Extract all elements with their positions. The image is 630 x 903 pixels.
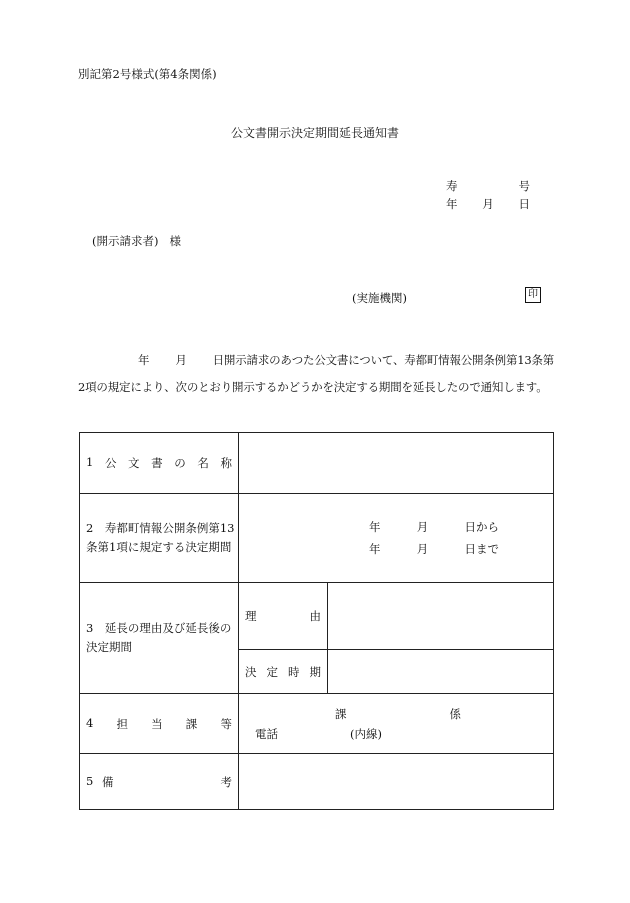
row1-char: 称 [220,456,232,470]
decision-char: 期 [309,664,321,679]
phone-label: 電話 [255,726,278,741]
row1-char: 文 [128,456,140,470]
row4-char: 当 [151,716,163,731]
table-row-decision-period [80,494,554,583]
reference-day: 日 [518,197,530,211]
reference-prefix: 寿 [446,179,458,193]
period-to-year: 年 [369,542,381,556]
table-row-remarks [80,754,554,810]
row4-char: 等 [220,716,232,731]
decision-char: 決 [245,664,257,679]
row1-number: 1 [86,455,94,469]
row5-number: 5 [86,773,94,788]
period-to-month: 月 [416,542,429,556]
row1-char: 書 [151,456,163,470]
period-from-day: 日から [464,520,499,534]
table-row-extension-reason [80,583,554,650]
addressee [92,233,181,249]
reason-char: 由 [309,609,321,623]
seal-mark: 印 [525,287,541,303]
department-ka: 課 [335,706,347,721]
row1-char: 名 [197,456,209,470]
period-from-year: 年 [369,520,381,534]
remarks-field[interactable] [239,754,554,810]
decision-time-label [239,650,328,694]
decision-period-field[interactable] [239,494,554,583]
body-year: 年 [138,353,150,367]
body-month: 月 [175,353,187,367]
row4-char: 担 [116,716,128,731]
row4-char: 課 [185,716,198,731]
addressee-name: (開示請求者) [92,234,159,248]
reference-go: 号 [518,179,530,193]
body-text: 日開示請求のあつた公文書について、寿都町情報公開条例第13条第2項の規定により、次のとおり開示するかどうかを決定する期間を延長したので通知します。 [78,353,555,394]
form-label: 別記第2号様式(第4条関係) [78,67,217,81]
row2-label: 2 寿都町情報公開条例第13条第1項に規定する決定期間 [80,494,239,583]
decision-char: 定 [266,664,278,679]
row5-label [80,754,239,810]
period-from [369,516,499,538]
document-title: 公文書開示決定期間延長通知書 [230,126,399,140]
period-to-day: 日まで [464,542,499,556]
reason-char: 理 [245,609,257,623]
reason-field[interactable] [328,583,554,650]
reference-year: 年 [446,197,458,211]
row4-number: 4 [86,715,94,730]
reason-label [239,583,328,650]
decision-char: 時 [288,664,300,679]
document-name-field[interactable] [239,433,554,494]
row5-char: 考 [220,774,232,789]
decision-time-field[interactable] [328,650,554,694]
row1-label [80,433,239,494]
period-from-month: 月 [416,520,429,534]
row1-char: の [174,456,186,470]
row1-char: 公 [104,456,117,470]
issuing-agency: (実施機関) [352,291,407,305]
department-row [239,704,461,724]
reference-date [446,196,530,212]
department-kakari: 係 [449,706,461,721]
period-to [369,538,499,560]
contact-row [239,724,553,744]
table-row-department [80,694,554,754]
row4-label [80,694,239,754]
addressee-honorific: 様 [169,234,181,248]
row3-label: 3 延長の理由及び延長後の決定期間 [80,583,239,694]
reference-number [446,178,530,194]
row5-char: 備 [102,774,114,789]
department-field[interactable] [239,694,554,754]
table-row-document-name [80,433,554,494]
extension-label: (内線) [350,726,382,741]
reference-month: 月 [482,197,494,211]
body-paragraph [78,347,558,401]
notice-table [79,432,554,810]
